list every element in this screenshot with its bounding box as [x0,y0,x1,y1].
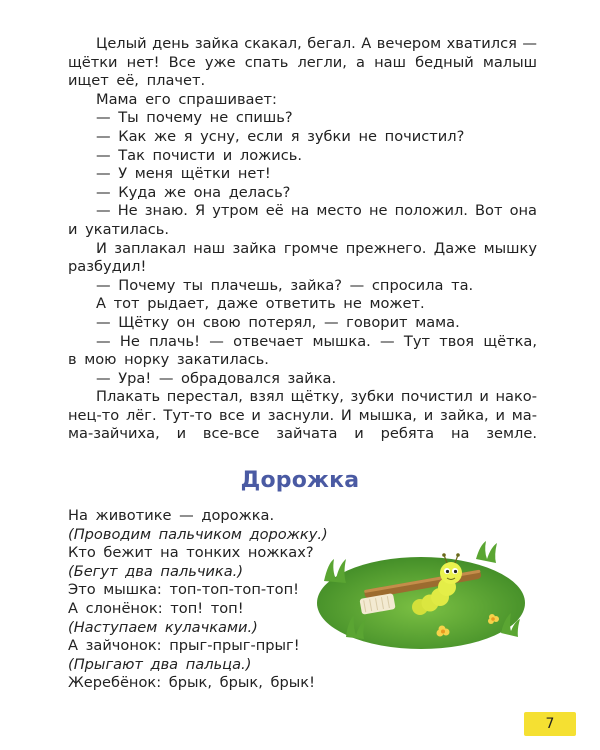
story-text [68,35,537,444]
rhyme-line: Это мышка: топ-топ-топ-топ! [68,581,299,599]
rhyme-line: А слонёнок: топ! топ! [68,599,244,617]
story-line: Целый день зайка скакал, бегал. А вечером хватился — [96,35,537,52]
story-line: Мама его спрашивает: [96,90,277,108]
rhyme-line: На животике — дорожка. [68,507,275,524]
story-line: Плакать перестал, взял щётку, зубки почистил и нако- [96,388,537,406]
story-line: — Куда же она делась? [96,183,291,201]
story-line: И заплакал наш зайка громче прежнего. Даже мышку [96,239,537,257]
story-line: — Так почисти и ложись. [96,146,303,164]
story-line: щётки нет! Все уже спать легли, а наш бедный малыш [68,53,537,71]
section-title: Дорожка [240,468,360,493]
story-line: в мою норку закатилась. [68,351,269,369]
rhyme-instruction: (Наступаем кулачками.) [68,618,258,636]
rhyme-instruction: (Прыгают два пальца.) [68,655,252,673]
story-line: ма-зайчиха, и все-все зайчата и ребята на земле. [68,425,537,443]
rhyme-instruction: (Бегут два пальчика.) [68,562,244,580]
rhyme-line: Кто бежит на тонких ножках? [68,544,314,562]
story-line: — Как же я усну, если я зубки не почистил? [96,127,465,145]
story-line: нец-то лёг. Тут-то все и заснули. И мышка, и зайка, и ма- [68,406,537,424]
rhyme-instruction: (Проводим пальчиком дорожку.) [68,525,328,543]
story-line: — Почему ты плачешь, зайка? — спросила та. [96,276,474,294]
caterpillar-toothbrush-illustration [316,541,526,653]
rhyme-line: А зайчонок: прыг-прыг-прыг! [68,637,300,655]
story-line: и укатилась. [68,220,170,238]
story-line: — Ура! — обрадовался зайка. [96,369,337,387]
story-line: ищет её, плачет. [68,72,206,90]
grass-tuft [476,541,497,563]
story-line: разбудил! [68,258,147,276]
story-line: — У меня щётки нет! [96,165,271,183]
story-line: — Щётку он свою потерял, — говорит мама. [96,313,460,331]
page-number: 7 [524,712,576,736]
rhyme-line: Жеребёнок: брык, брык, брык! [68,674,315,692]
story-line: — Ты почему не спишь? [96,109,293,127]
story-line: А тот рыдает, даже ответить не может. [96,295,425,313]
story-line: — Не знаю. Я утром её на место не положил. Вот она [96,202,537,220]
grass-tuft [324,559,346,583]
story-line: — Не плачь! — отвечает мышка. — Тут твоя щётка, [96,332,537,350]
